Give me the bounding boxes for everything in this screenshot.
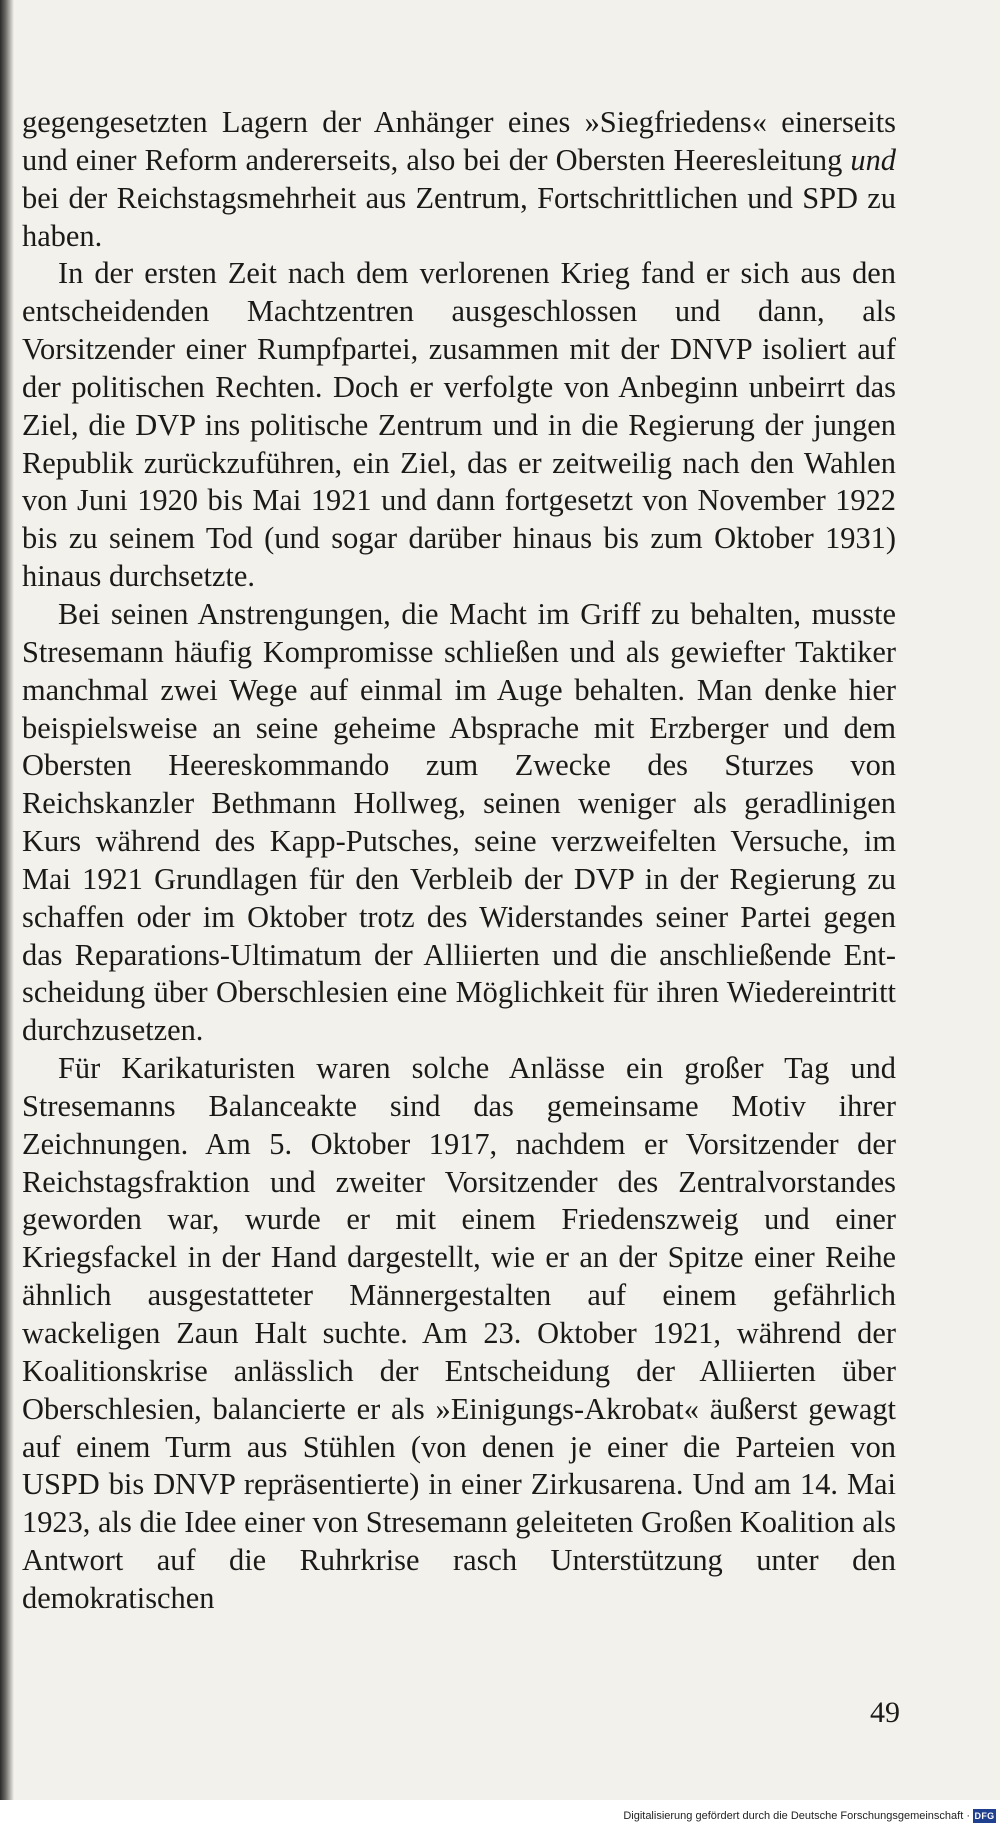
dfg-logo: DFG (974, 1811, 995, 1821)
paragraph-text: Bei seinen Anstrengungen, die Macht im Griff zu behalten, musste Stresemann häufig Kompromisse schließen und als gewiefter Taktiker manchmal zwei Wege auf einmal im Auge behalten. Man denke hier beispielsweise an seine geheime Absprache mit Erzberger und dem Obersten Heereskommando zum Zwecke des Sturzes von Reichskanzler Bethmann Hollweg, seinen weniger als geradlinigen Kurs während des Kapp-Putsches, seine verzweifelten Versuche, im Mai 1921 Grundlagen für den Verbleib der DVP in der Regierung zu schaffen oder im Oktober trotz des Widerstandes seiner Partei gegen das Reparations-Ultimatum der Alliierten und die anschließende Entscheidung über Oberschlesien eine Möglichkeit für ihren Wiedereintritt durchzusetzen. (22, 596, 896, 1048)
paragraph-1 (22, 104, 896, 255)
paragraph-text: gegengesetzten Lagern der Anhänger eines »Siegfriedens« einerseits und einer Reform andererseits, also bei der Obersten Heeresleitung (22, 105, 896, 177)
paragraph-text: bei der Reichstagsmehrheit aus Zentrum, Fortschrittlichen und SPD zu haben. (22, 180, 896, 253)
paragraph-text: In der ersten Zeit nach dem verlorenen Krieg fand er sich aus den entscheidenden Machtzentren ausgeschlossen und dann, als Vorsitzender einer Rumpfpartei, zusammen mit der DNVP isoliert auf der politischen Rechten. Doch er verfolgte von Anbeginn unbeirrt das Ziel, die DVP ins politische Zentrum und in die Regierung der jungen Republik zurückzuführen, ein Ziel, das er zeitweilig nach den Wahlen von Juni 1920 bis Mai 1921 und dann fortgesetzt von November 1922 bis zu seinem Tod (und sogar darüber hinaus bis zum Oktober 1931) hinaus durchsetzte. (22, 256, 896, 594)
binding-shadow (0, 0, 14, 1800)
paragraph-4 (22, 1050, 896, 1618)
paragraph-3 (22, 596, 896, 1050)
paragraph-text: Für Karikaturisten waren solche Anlässe ein großer Tag und Stresemanns Balanceakte sind das gemeinsame Motiv ihrer Zeichnungen. Am 5. Oktober 1917, nachdem er Vorsitzender der Reichstagsfraktion und zweiter Vorsitzender des Zentralvorstandes geworden war, wurde er mit einem Friedenszweig und einer Kriegsfackel in der Hand dargestellt, wie er an der Spitze einer Reihe ähnlich ausgestatteter Männergestalten auf einem gefährlich wackeligen Zaun Halt suchte. Am 23. Oktober 1921, während der Koalitionskrise anlässlich der Entscheidung der Alliierten über Oberschlesien, balancierte er als »Einigungs-Akrobat« äußerst gewagt auf einem Turm aus Stühlen (von denen je einer die Parteien von USPD bis DNVP repräsentierte) in einer Zirkusarena. Und am 14. Mai 1923, als die Idee einer von Stresemann geleiteten Großen Koalition als Antwort auf die Ruhrkrise rasch Unterstützung unter den demokratischen (22, 1051, 896, 1615)
footer-credit: Digitalisierung gefördert durch die Deutsche Forschungsgemeinschaft · (623, 1810, 970, 1822)
digitization-footer (0, 1800, 1000, 1828)
body-text (22, 104, 896, 1618)
paragraph-2 (22, 255, 896, 596)
emphasis-text: und (850, 142, 896, 177)
page-number: 49 (870, 1696, 900, 1729)
